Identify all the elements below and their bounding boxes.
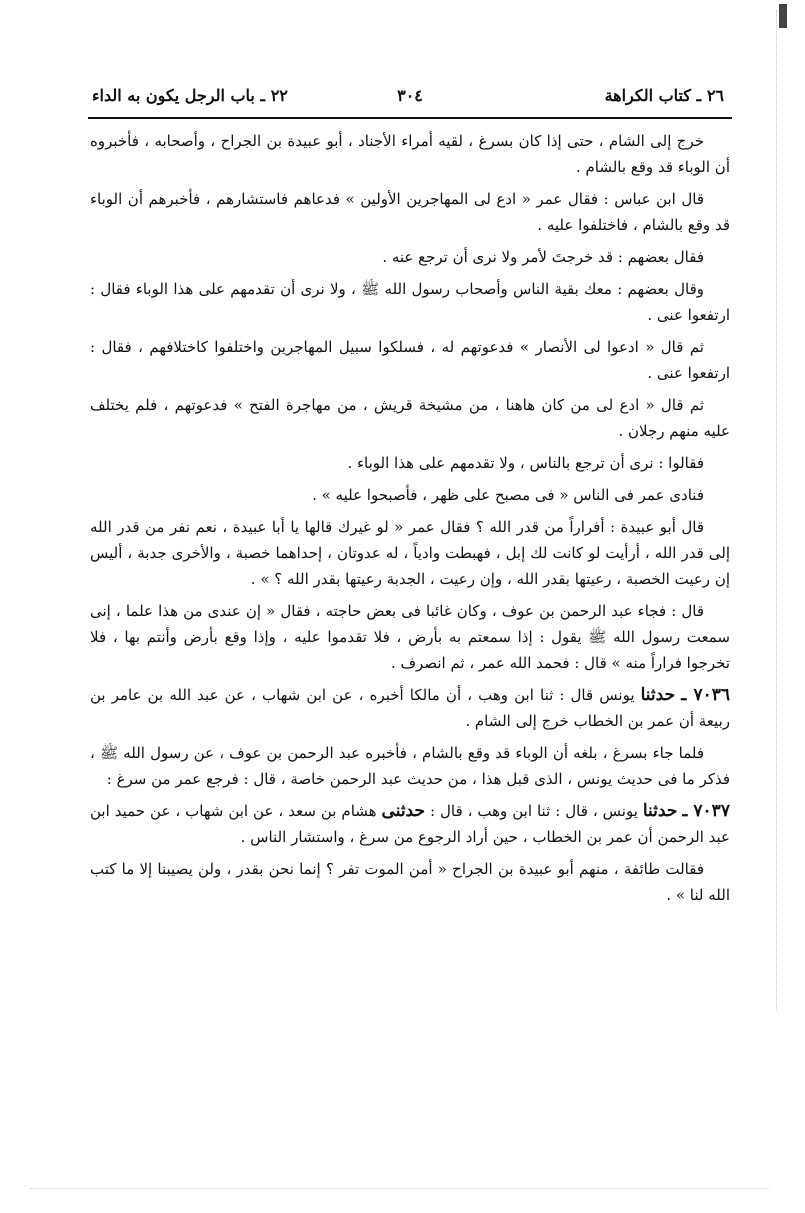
paragraph: قال أبو عبيدة : أفراراً من قدر الله ؟ فقال عمر « لو غيرك قالها يا أبا عبيدة ، نعم نفر من قدر الله إلى قدر الله ، أرأيت لو كانت لك إبل ، فهبطت وادياً ، له عدوتان ، إحداهما خصبة ، والأخرى جدبة ، أليس إن رعيت الخصبة ، رعيتها بقدر الله ، وإن رعيت ، الجدبة رعيتها بقدر الله ؟ » . bbox=[90, 518, 730, 588]
paragraph: وقال بعضهم : معك بقية الناس وأصحاب رسول الله ﷺ ، ولا نرى أن تقدمهم على هذا الوباء فقال : ارتفعوا عنى . bbox=[90, 280, 730, 324]
hadith-number: ٧٠٣٧ ـ bbox=[682, 801, 730, 821]
scan-corner-mark bbox=[779, 4, 787, 28]
hadith-keyword: حدثنا bbox=[640, 685, 676, 705]
page-number: ٣٠٤ bbox=[397, 86, 423, 105]
header-chapter-title: ٢٢ ـ باب الرجل يكون به الداء bbox=[92, 86, 288, 105]
paragraph: ثم قال « ادع لى من كان هاهنا ، من مشيخة قريش ، من مهاجرة الفتح » فدعوتهم ، فلم يختلف عليه منهم رجلان . bbox=[90, 396, 730, 440]
paragraph: فقالوا : نرى أن ترجع بالناس ، ولا تقدمهم على هذا الوباء . bbox=[347, 454, 704, 472]
hadith-7037 bbox=[90, 798, 730, 850]
hadith-keyword-secondary: حدثنى bbox=[381, 801, 425, 821]
hadith-text: يونس قال : ثنا ابن وهب ، أن مالكا أخبره ، عن ابن شهاب ، عن عبد الله بن عامر بن ربيعة أن عمر بن الخطاب خرج إلى الشام . bbox=[90, 686, 730, 730]
hadith-text-part: يونس ، قال : ثنا ابن وهب ، قال : bbox=[429, 802, 638, 820]
paragraph: خرج إلى الشام ، حتى إذا كان بسرغ ، لقيه أمراء الأجناد ، أبو عبيدة بن الجراح ، وأصحابه ، فأخبروه أن الوباء قد وقع بالشام . bbox=[90, 132, 730, 176]
paragraph: فقال بعضهم : قد خرجتَ لأمر ولا نرى أن ترجع عنه . bbox=[382, 248, 704, 266]
paragraph: قال : فجاء عبد الرحمن بن عوف ، وكان غائبا فى بعض حاجته ، فقال « إن عندى من هذا علما ، إنى سمعت رسول الله ﷺ يقول : إذا سمعتم به بأرض ، فلا تقدموا عليه ، وإذا وقع بأرض وأنتم بها ، فلا تخرجوا فراراً منه » قال : فحمد الله عمر ، ثم انصرف . bbox=[90, 602, 730, 672]
scan-margin-line bbox=[774, 10, 777, 1010]
hadith-keyword: حدثنا bbox=[642, 801, 678, 821]
scan-bottom-edge bbox=[30, 1188, 770, 1189]
hadith-7036 bbox=[90, 682, 730, 734]
paragraph: قال ابن عباس : فقال عمر « ادع لى المهاجرين الأولين » فدعاهم فاستشارهم ، فأخبرهم أن الوباء قد وقع بالشام ، فاختلفوا عليه . bbox=[90, 190, 730, 234]
header-book-title: ٢٦ ـ كتاب الكراهة bbox=[604, 86, 724, 105]
paragraph: فلما جاء بسرغ ، بلغه أن الوباء قد وقع بالشام ، فأخبره عبد الرحمن بن عوف ، عن رسول الله ﷺ ، فذكر ما فى حديث يونس ، الذى قبل هذا ، من حديث عبد الرحمن خاصة ، قال : فرجع عمر من سرغ : bbox=[90, 744, 730, 788]
running-header bbox=[88, 84, 732, 114]
hadith-text-part: هشام بن سعد ، عن ابن شهاب ، عن حميد ابن عبد الرحمن أن عمر بن الخطاب ، حين أراد الرجوع من سرغ ، واستشار الناس . bbox=[90, 802, 730, 846]
header-rule bbox=[88, 117, 732, 119]
paragraph: فقالت طائفة ، منهم أبو عبيدة بن الجراح « أمن الموت تفر ؟ إنما نحن بقدر ، ولن يصيبنا إلا ما كتب الله لنا » . bbox=[90, 860, 730, 904]
hadith-number: ٧٠٣٦ ـ bbox=[681, 685, 730, 705]
paragraph: ثم قال « ادعوا لى الأنصار » فدعوتهم له ، فسلكوا سبيل المهاجرين واختلفوا كاختلافهم ، فقال : ارتفعوا عنى . bbox=[90, 338, 730, 382]
body-text bbox=[90, 128, 730, 914]
paragraph: فنادى عمر فى الناس « فى مصبح على ظهر ، فأصبحوا عليه » . bbox=[312, 486, 704, 504]
